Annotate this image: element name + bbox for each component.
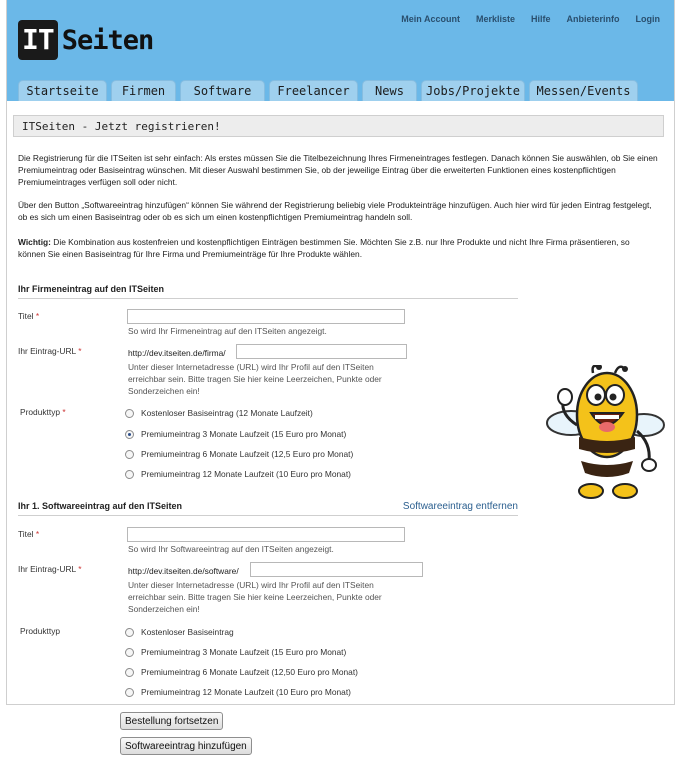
firma-title-hint: So wird Ihr Firmeneintrag auf den ITSeiten angezeigt. [128,326,327,336]
required-marker: * [62,407,66,417]
tab-freelancer[interactable]: Freelancer [269,80,358,101]
radio-button[interactable] [125,688,134,697]
firma-url-label [18,346,81,356]
intro-paragraph-2: Über den Button „Softwareeintrag hinzufügen“ können Sie während der Registrierung beliebig viele Produkteinträge hinzufügen. Auch hier wird für jeden Eintrag festgelegt, ob es sich um einen Basiseintrag oder ob es sich um einen kostenpflichtigen Premiumeintrag handeln soll. [18,200,652,222]
software-option-label: Premiumeintrag 6 Monate Laufzeit (12,50 Euro pro Monat) [141,667,358,677]
software-url-prefix: http://dev.itseiten.de/software/ [128,566,239,576]
firma-type-label-text: Produkttyp [20,407,61,417]
intro-paragraph-3 [18,236,658,260]
top-navigation [401,14,660,24]
important-text: Die Kombination aus kostenfreien und kostenpflichtigen Einträgen bestimmen Sie. Möchten Sie z.B. nur Ihre Produkte und nicht Ihre Firma präsentieren, so können Sie einen Basiseintrag für Ihre Firma und Premiumeinträge für Ihre Produkte wählen. [18,237,630,259]
firma-url-input[interactable] [236,344,407,359]
firma-heading-text: Ihr Firmeneintrag auf den ITSeiten [18,284,165,294]
firma-option-basis[interactable] [125,407,313,419]
radio-button[interactable] [125,628,134,637]
firma-title-label [18,311,39,321]
firma-option-label: Kostenloser Basiseintrag (12 Monate Laufzeit) [141,408,313,418]
firma-option-label: Premiumeintrag 6 Monate Laufzeit (12,5 Euro pro Monat) [141,449,354,459]
firma-type-label [20,407,66,417]
required-marker: * [35,529,40,539]
tab-software[interactable]: Software [180,80,265,101]
continue-order-button[interactable]: Bestellung fortsetzen [120,712,223,730]
intro-paragraph-1: Die Registrierung für die ITSeiten ist sehr einfach: Als erstes müssen Sie die Titelbezeichnung Ihres Firmeneintrages festlegen. Danach können Sie auswählen, ob Sie einen Premiumeintrag oder Basiseintrag wünschen. Mit dieser Auswahl bestimmen Sie, ob der jeweilige Eintrag über die erweiterten Funktionen eines kostenpflichtigen Premiumeintrages verfügen soll oder nicht. [18,153,658,187]
software-title-input[interactable] [127,527,405,542]
radio-button[interactable] [125,668,134,677]
software-option-label: Premiumeintrag 3 Monate Laufzeit (15 Euro pro Monat) [141,647,347,657]
required-marker: * [78,564,82,574]
nav-watchlist[interactable]: Merkliste [475,14,515,24]
remove-software-link[interactable]: Softwareeintrag entfernen [402,501,518,512]
radio-button[interactable] [125,648,134,657]
tab-jobs-projekte[interactable]: Jobs/Projekte [421,80,525,101]
software-option-premium-12[interactable] [125,686,351,698]
tab-firmen[interactable]: Firmen [111,80,176,101]
software-heading-text: Ihr 1. Softwareeintrag auf den ITSeiten [18,501,183,511]
radio-button[interactable] [125,450,134,459]
firma-url-label-text: Ihr Eintrag-URL [18,346,76,356]
logo-text: Seiten [61,24,154,56]
nav-provider-info[interactable]: Anbieterinfo [566,14,620,24]
required-marker: * [78,346,82,356]
software-url-label [18,564,81,574]
required-marker: * [35,311,40,321]
software-title-label-text: Titel [18,529,34,539]
firma-option-premium-12[interactable] [125,468,351,480]
add-software-button[interactable]: Softwareeintrag hinzufügen [120,737,252,755]
software-option-premium-6[interactable] [125,666,358,678]
logo-mark: IT [18,20,58,60]
software-section-heading [18,501,518,516]
software-option-label: Kostenloser Basiseintrag [141,627,234,637]
tab-messen-events[interactable]: Messen/Events [529,80,638,101]
software-title-label [18,529,39,539]
firma-url-hint: Unter dieser Internetadresse (URL) wird Ihr Profil auf den ITSeiten erreichbar sein. Bitte tragen Sie hier keine Leerzeichen, Punkte oder Sonderzeichen ein! [128,362,382,396]
page-title: ITSeiten - Jetzt registrieren! [13,115,664,137]
tab-startseite[interactable]: Startseite [18,80,107,101]
software-option-basis[interactable] [125,626,234,638]
software-url-input[interactable] [250,562,423,577]
nav-login[interactable]: Login [635,14,660,24]
firma-option-label: Premiumeintrag 12 Monate Laufzeit (10 Euro pro Monat) [141,469,351,479]
radio-button[interactable] [125,409,134,418]
firma-option-premium-3[interactable] [125,428,346,440]
software-url-hint: Unter dieser Internetadresse (URL) wird Ihr Profil auf den ITSeiten erreichbar sein. Bitte tragen Sie hier keine Leerzeichen, Punkte oder Sonderzeichen ein! [128,580,382,614]
software-type-label: Produkttyp [20,626,61,636]
firma-section-heading [18,284,518,299]
firma-option-premium-6[interactable] [125,448,353,460]
radio-button[interactable] [125,470,134,479]
radio-button-selected[interactable] [125,430,134,439]
site-header [7,0,674,101]
tab-news[interactable]: News [362,80,417,101]
software-option-label: Premiumeintrag 12 Monate Laufzeit (10 Euro pro Monat) [141,687,351,697]
software-url-label-text: Ihr Eintrag-URL [18,564,76,574]
main-tabs [18,80,638,101]
software-option-premium-3[interactable] [125,646,346,658]
bee-mascot-image [541,365,671,501]
important-label: Wichtig: [18,237,51,247]
software-title-hint: So wird Ihr Softwareeintrag auf den ITSeiten angezeigt. [128,544,334,554]
nav-my-account[interactable]: Mein Account [401,14,460,24]
firma-url-prefix: http://dev.itseiten.de/firma/ [128,348,226,358]
site-logo[interactable] [18,20,153,60]
page-frame [6,0,675,705]
firma-title-label-text: Titel [18,311,34,321]
firma-option-label: Premiumeintrag 3 Monate Laufzeit (15 Euro pro Monat) [141,429,347,439]
firma-title-input[interactable] [127,309,405,324]
nav-help[interactable]: Hilfe [530,14,551,24]
